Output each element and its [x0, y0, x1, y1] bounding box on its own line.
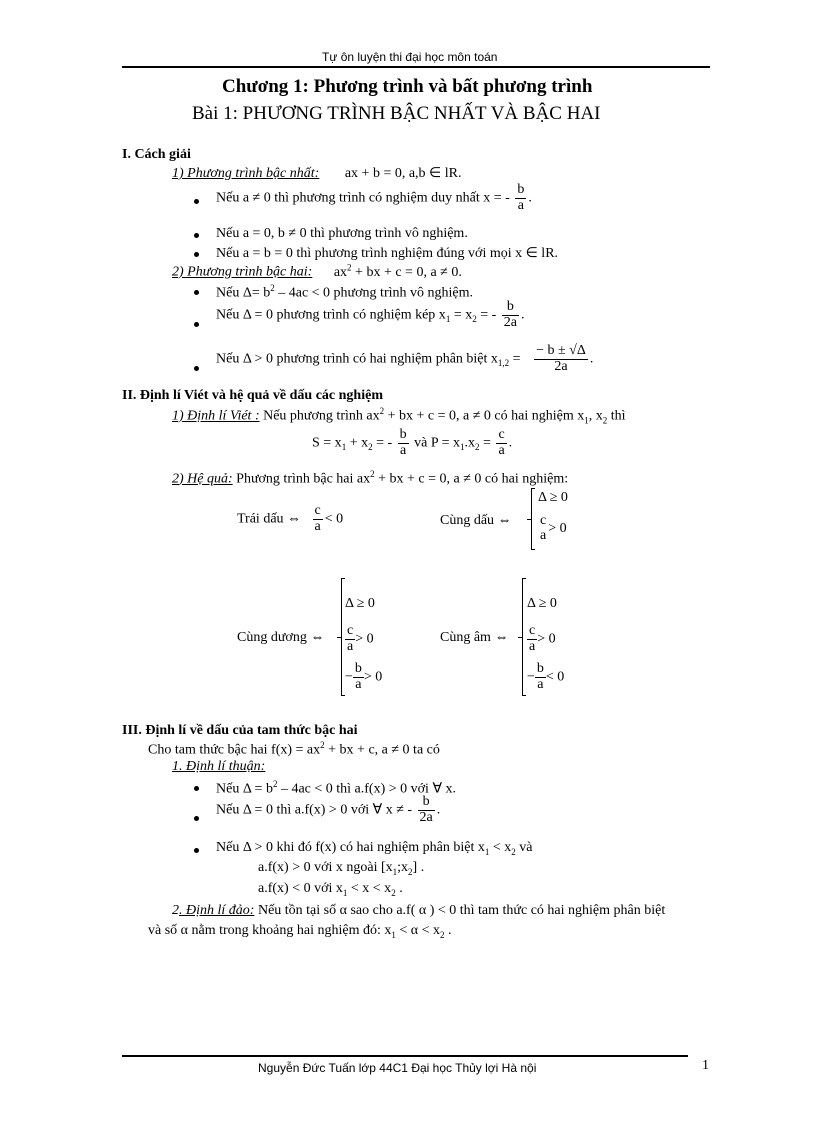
- s-mid: + x: [346, 435, 369, 451]
- brace-tip: [337, 637, 342, 638]
- viet-c: , x: [588, 408, 603, 424]
- b1-num: b: [517, 182, 525, 197]
- cd-cond: > 0: [548, 520, 567, 536]
- hq-num: 2: [172, 471, 179, 487]
- bullet: [194, 233, 199, 238]
- c3-sub: 1,2: [497, 358, 510, 369]
- t1-b: – 4ac < 0 thì a.f(x) > 0 với ∀ x.: [277, 781, 457, 797]
- c2-end: .: [521, 307, 525, 323]
- c3-pre: Nếu Δ > 0 phương trình có hai nghiệm phân biệt x: [216, 351, 498, 367]
- ca-cond: > 0: [537, 631, 556, 647]
- td-cond: < 0: [324, 511, 344, 527]
- viet-formula: [312, 428, 512, 458]
- td-fraction: [313, 504, 323, 534]
- s-s1: 1: [341, 442, 347, 453]
- cung-am-label: Cùng âm ⇔: [440, 630, 509, 645]
- hq-sup: 2: [370, 469, 375, 479]
- cdu-cond2: > 0: [363, 669, 383, 685]
- b1-end: .: [528, 190, 532, 206]
- sub1-label: 1) Phương trình bậc nhất:: [172, 166, 320, 181]
- cd-den: a: [540, 527, 547, 543]
- b3-line: Nếu a = b = 0 thì phương trình nghiệm đúng với mọi x ∈ lR.: [216, 246, 559, 261]
- bullet: [194, 848, 199, 853]
- intro-a: Cho tam thức bậc hai f(x) = ax: [148, 742, 321, 758]
- b1-fraction: [515, 183, 526, 213]
- viet-b: + bx + c = 0, a ≠ 0 có hai nghiệm x: [384, 408, 585, 424]
- hq-line: [172, 469, 568, 488]
- bullet: [194, 816, 199, 821]
- cdu-num2: b: [354, 661, 362, 676]
- c1-line: [216, 283, 473, 302]
- p-eq: =: [479, 435, 491, 451]
- td-num: c: [314, 503, 321, 518]
- cung-dau-label: Cùng dấu ⇔: [440, 513, 512, 528]
- chapter-title: Chương 1: Phương trình và bất phương trình: [222, 76, 593, 97]
- s-pre: S = x: [312, 435, 342, 451]
- thuan-label: 1. Định lí thuận:: [172, 759, 266, 774]
- bullet: [194, 366, 199, 371]
- t3-l3-b: < x < x: [347, 881, 392, 896]
- cdu-fraction: [345, 624, 355, 654]
- p-end: .: [508, 435, 513, 451]
- brace-tip: [527, 519, 532, 520]
- s-eq: = -: [372, 435, 393, 451]
- sub2-eq: [333, 262, 462, 280]
- t3-l3-s2: 2: [391, 887, 396, 898]
- footer-rule: [122, 1055, 688, 1057]
- t1-sup: 2: [272, 779, 278, 789]
- viet-label: 1) Định lí Viét :: [172, 408, 260, 424]
- p-mid: .x: [464, 435, 476, 451]
- bullet: [194, 290, 199, 295]
- page-number: 1: [702, 1058, 709, 1073]
- c3-den: 2a: [554, 358, 568, 374]
- dao-l2-b: < α < x: [395, 923, 440, 938]
- c3-end: .: [589, 351, 594, 367]
- c3-num: − b ± √Δ: [536, 343, 586, 358]
- bullet: [194, 199, 199, 204]
- trai-dau: [237, 504, 343, 534]
- cdu-num: c: [347, 623, 354, 638]
- viet-line: [172, 406, 625, 425]
- brace-tip: [518, 637, 523, 638]
- intro-line: [148, 740, 440, 759]
- viet-s2: 2: [602, 415, 608, 426]
- bullet: [194, 786, 199, 791]
- ca-den2: a: [537, 676, 544, 692]
- p-s1: 1: [460, 442, 465, 453]
- ca-num2: b: [536, 661, 544, 676]
- lesson-title: Bài 1: PHƯƠNG TRÌNH BẬC NHẤT VÀ BẬC HAI: [192, 103, 601, 124]
- td-den: a: [314, 518, 321, 534]
- t3-line: [216, 840, 532, 857]
- p-num: c: [498, 427, 505, 442]
- header-rule: [122, 66, 710, 68]
- c2-s1: 1: [445, 314, 451, 325]
- intro-sup: 2: [320, 740, 325, 750]
- c1-b: – 4ac < 0 phương trình vô nghiệm.: [274, 285, 473, 301]
- t2-pre: Nếu Δ = 0 thì a.f(x) > 0 với ∀ x ≠ -: [216, 802, 413, 818]
- c2-fraction: [502, 300, 519, 330]
- sub2-eq-b: + bx + c = 0, a ≠ 0.: [351, 264, 462, 280]
- t3-line3: [258, 881, 403, 898]
- sub1-eq: ax + b = 0, a,b ∈ lR.: [344, 166, 462, 181]
- dao-line2: [148, 923, 452, 940]
- c2-pre: Nếu Δ = 0 phương trình có nghiệm kép x: [216, 307, 446, 323]
- t3-l2-b: ;x: [397, 860, 409, 875]
- ca-den: a: [529, 638, 536, 654]
- t3-l3-a: a.f(x) < 0 với x: [258, 881, 343, 896]
- footer-author: Nguyễn Đức Tuấn lớp 44C1 Đại học Thủy lợi Hà nội: [258, 1061, 537, 1075]
- c2-num: b: [502, 300, 519, 316]
- bullet: [194, 322, 199, 327]
- t3-c: và: [515, 840, 533, 855]
- cdu-den: a: [347, 638, 354, 654]
- cdu-minus: −: [345, 669, 353, 685]
- cdu-fraction2: [353, 662, 364, 692]
- c2-mid: = x: [450, 307, 473, 323]
- dao-line: [172, 903, 665, 919]
- dao-l2-s2: 2: [440, 929, 445, 940]
- sub2-eq-sup: 2: [347, 262, 352, 272]
- s-and: và P = x: [410, 435, 461, 451]
- ca-fraction: [527, 624, 537, 654]
- hq-b: + bx + c = 0, a ≠ 0 có hai nghiệm:: [374, 471, 569, 487]
- dao-l2-a: và số α nằm trong khoảng hai nghiệm đó: x: [148, 923, 392, 938]
- cd-l2: [538, 514, 567, 543]
- section3-heading: III. Định lí về dấu của tam thức bậc hai: [122, 723, 358, 738]
- c3-eq: =: [509, 351, 521, 367]
- t2-fraction: [418, 795, 435, 825]
- b1-line: [216, 183, 532, 213]
- t2-den: 2a: [419, 809, 433, 825]
- viet-a: Nếu phương trình ax: [259, 408, 380, 424]
- s-fraction: [398, 428, 409, 458]
- b1-text: Nếu a ≠ 0 thì phương trình có nghiệm duy nhất x = -: [216, 190, 510, 206]
- t3-l2-a: a.f(x) > 0 với x ngoài [x: [258, 860, 393, 875]
- t3-l2-s1: 1: [392, 866, 398, 877]
- ca-minus: −: [527, 669, 535, 685]
- s-s2: 2: [368, 442, 373, 453]
- cd-num: c: [540, 513, 547, 528]
- b2-line: Nếu a = 0, b ≠ 0 thì phương trình vô nghiệm.: [216, 226, 468, 241]
- t3-a: Nếu Δ > 0 khi đó f(x) có hai nghiệm phân biệt x: [216, 840, 485, 855]
- ca-cond2: < 0: [545, 669, 565, 685]
- running-header: Tự ôn luyện thi đại học môn toán: [322, 50, 498, 64]
- hq-a: Phương trình bậc hai ax: [232, 471, 371, 487]
- ca-l1: Δ ≥ 0: [527, 596, 557, 611]
- c2-den: 2a: [503, 314, 517, 330]
- ca-fraction2: [535, 662, 546, 692]
- c1-a: Nếu Δ= b: [216, 285, 271, 301]
- bullet: [194, 252, 199, 257]
- t2-num: b: [418, 795, 435, 811]
- section1-heading: I. Cách giải: [122, 147, 191, 162]
- c1-sup: 2: [270, 283, 275, 293]
- s-num: b: [399, 427, 407, 442]
- c3-fraction: [534, 344, 588, 374]
- t3-l3-c: .: [395, 881, 403, 896]
- c2-eq: = -: [476, 307, 497, 323]
- section2-heading: II. Định lí Viét và hệ quả về dấu các nghiệm: [122, 388, 383, 403]
- ca-l2: [527, 624, 556, 654]
- dao-label: . Định lí đảo:: [179, 903, 255, 918]
- t3-line2: [258, 860, 424, 877]
- cung-duong-label: Cùng dương ⇔: [237, 630, 325, 645]
- sub2-eq-a: ax: [333, 264, 348, 280]
- t3-l2-c: ] .: [412, 860, 425, 875]
- dao-text: Nếu tồn tại số α sao cho a.f( α ) < 0 thì tam thức có hai nghiệm phân biệt: [254, 903, 666, 918]
- dao-l2-c: .: [444, 923, 452, 938]
- ca-l3: [527, 662, 564, 692]
- t3-s2: 2: [511, 846, 516, 857]
- dao-l2-s1: 1: [391, 929, 396, 940]
- t2-line: [216, 795, 440, 825]
- b1-den: a: [517, 197, 524, 213]
- cd-fraction: [538, 514, 548, 543]
- t1-a: Nếu Δ = b: [216, 781, 273, 797]
- sub1-line: [172, 165, 461, 182]
- viet-d: thì: [607, 408, 626, 424]
- c2-line: [216, 300, 525, 330]
- viet-sup: 2: [379, 406, 385, 416]
- t3-s1: 1: [484, 846, 490, 857]
- p-den: a: [498, 442, 505, 458]
- ca-num: c: [529, 623, 536, 638]
- cd-l1: Δ ≥ 0: [538, 490, 568, 505]
- intro-b: + bx + c, a ≠ 0 ta có: [324, 742, 440, 758]
- cdu-l2: [345, 624, 374, 654]
- s-den: a: [400, 442, 407, 458]
- cdu-l1: Δ ≥ 0: [345, 596, 375, 611]
- c2-s2: 2: [472, 314, 477, 325]
- c3-line: [216, 344, 593, 374]
- sub2-label: 2) Phương trình bậc hai:: [172, 264, 313, 280]
- cdu-l3: [345, 662, 382, 692]
- cdu-den2: a: [355, 676, 362, 692]
- cdu-cond: > 0: [355, 631, 374, 647]
- viet-s1: 1: [584, 415, 589, 426]
- dao-num: 2: [172, 903, 179, 918]
- sub2-line: [172, 262, 462, 281]
- t3-b: < x: [489, 840, 512, 855]
- trai-dau-label: Trái dấu ⇔: [237, 511, 302, 527]
- hq-label: ) Hệ quả:: [179, 471, 233, 487]
- p-fraction: [496, 428, 506, 458]
- p-s2: 2: [475, 442, 480, 453]
- t3-l2-s2: 2: [408, 866, 413, 877]
- t2-end: .: [436, 802, 441, 818]
- t3-l3-s1: 1: [342, 887, 348, 898]
